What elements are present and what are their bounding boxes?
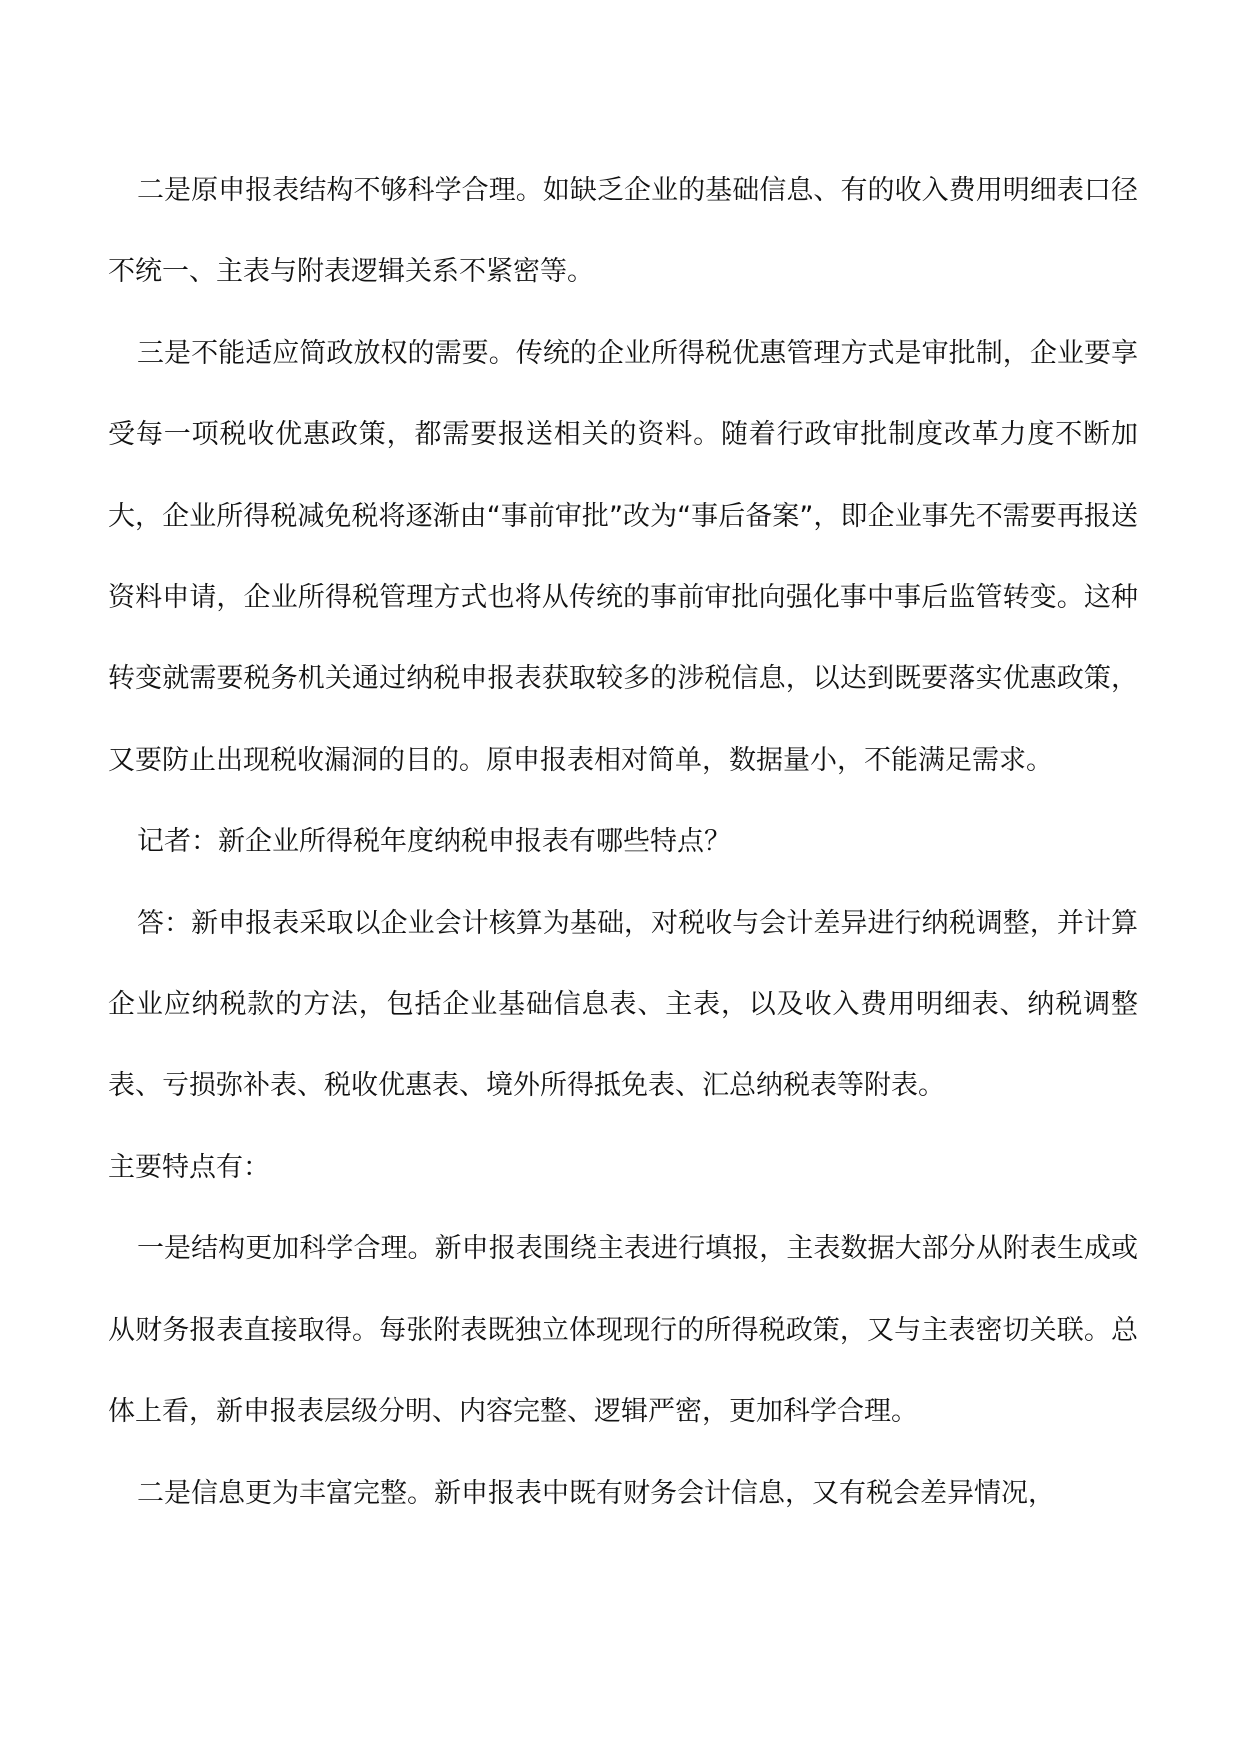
paragraph-main-features-heading: 主要特点有： [108, 1151, 270, 1183]
paragraph-structure-issue: 二是原申报表结构不够科学合理。如缺乏企业的基础信息、有的收入费用明细表口径不统一、主表与附表逻辑关系不紧密等。 [108, 175, 1138, 288]
paragraph-feature-structure: 一是结构更加科学合理。新申报表围绕主表进行填报，主表数据大部分从附表生成或从财务报表直接取得。每张附表既独立体现现行的所得税政策，又与主表密切关联。总体上看，新申报表层级分明、内容完整、逻辑严密，更加科学合理。 [108, 1233, 1138, 1428]
paragraph-feature-information: 二是信息更为丰富完整。新申报表中既有财务会计信息，又有税会差异情况， [137, 1477, 1055, 1509]
paragraph-reporter-question: 记者：新企业所得税年度纳税申报表有哪些特点？ [137, 826, 731, 858]
paragraph-simplification-issue: 三是不能适应简政放权的需要。传统的企业所得税优惠管理方式是审批制，企业要享受每一项税收优惠政策，都需要报送相关的资料。随着行政审批制度改革力度不断加大，企业所得税减免税将逐渐由“事前审批”改为“事后备案”，即企业事先不需要再报送资料申请，企业所得税管理方式也将从传统的事前审批向强化事中事后监管转变。这种转变就需要税务机关通过纳税申报表获取较多的涉税信息，以达到既要落实优惠政策，又要防止出现税收漏洞的目的。原申报表相对简单，数据量小，不能满足需求。 [108, 337, 1138, 776]
document-body [108, 150, 1138, 1534]
paragraph-answer: 答：新申报表采取以企业会计核算为基础，对税收与会计差异进行纳税调整，并计算企业应纳税款的方法，包括企业基础信息表、主表，以及收入费用明细表、纳税调整表、亏损弥补表、税收优惠表、境外所得抵免表、汇总纳税表等附表。 [108, 907, 1138, 1102]
